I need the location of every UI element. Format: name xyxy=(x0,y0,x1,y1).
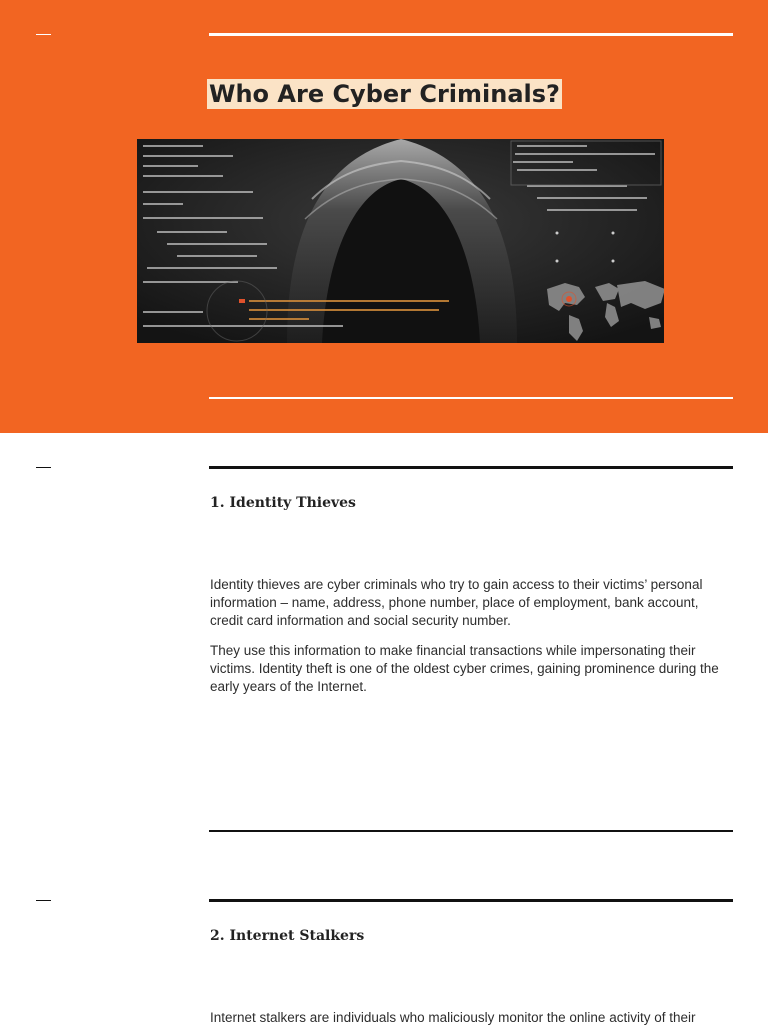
top-divider xyxy=(209,899,733,902)
slide-title: Who Are Cyber Criminals? xyxy=(209,80,560,109)
section-heading: 2. Internet Stalkers xyxy=(210,928,365,944)
slide-corner-dash xyxy=(36,467,51,468)
body-paragraph: Internet stalkers are individuals who maliciously monitor the online activity of their xyxy=(210,1010,696,1025)
bottom-divider xyxy=(209,397,733,399)
slide-corner-dash xyxy=(36,34,51,35)
title-slide xyxy=(0,0,768,433)
body-paragraph: Identity thieves are cyber criminals who try to gain access to their victims’ personal information – name, address, phone number, place of employment, bank account, credit card information and social security number. xyxy=(210,577,703,628)
top-divider xyxy=(209,33,733,36)
identity-thieves-slide xyxy=(0,433,768,866)
section-heading: 1. Identity Thieves xyxy=(210,495,356,511)
internet-stalkers-slide xyxy=(0,866,768,1024)
body-paragraph: They use this information to make financial transactions while impersonating their victims. Identity theft is one of the oldest cyber crimes, gaining prominence during the early years of the Internet. xyxy=(210,643,719,694)
hooded-hacker-image xyxy=(137,139,664,343)
top-divider xyxy=(209,466,733,469)
slide-corner-dash xyxy=(36,900,51,901)
bottom-divider xyxy=(209,830,733,832)
